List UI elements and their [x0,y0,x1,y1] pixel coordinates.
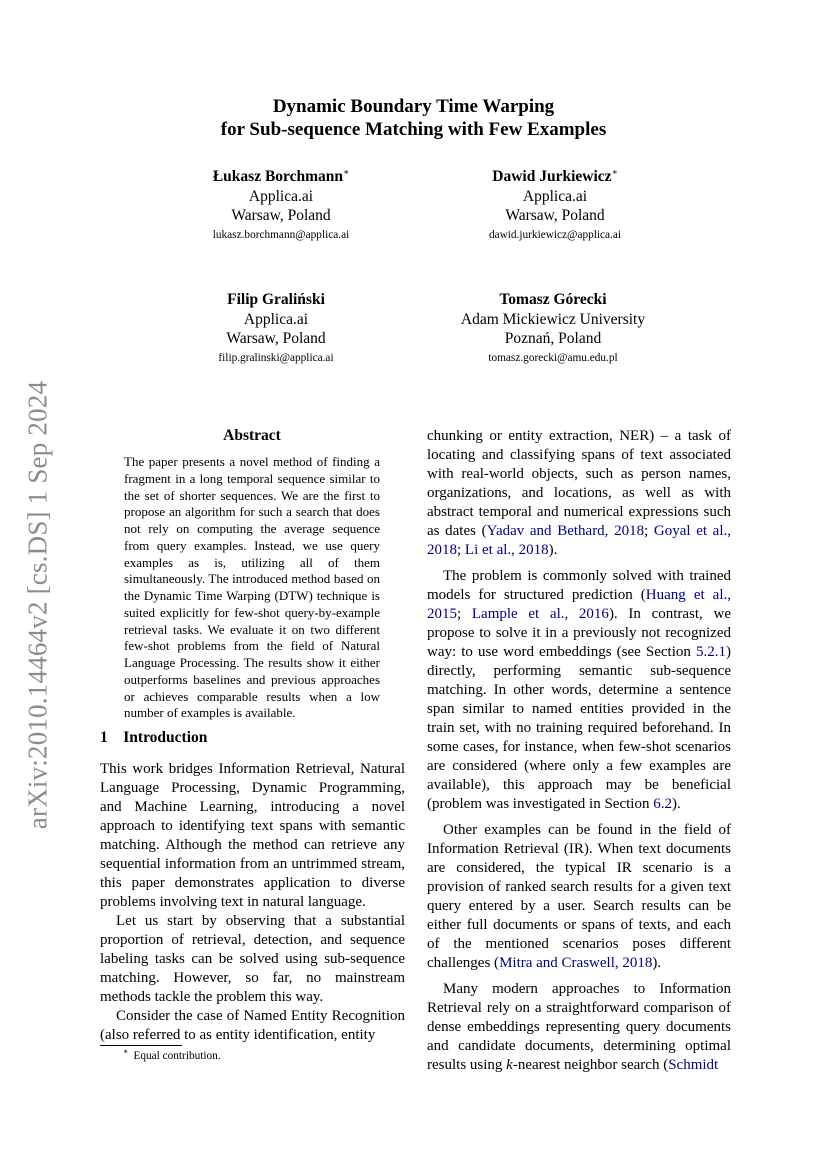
section-number: 1 [100,729,108,746]
arxiv-stamp: arXiv:2010.14464v2 [cs.DS] 1 Sep 2024 [22,380,53,830]
author-location: Warsaw, Poland [226,330,326,347]
paragraph: Consider the case of Named Entity Recognition (also referred to as entity identification, entity [100,1008,405,1043]
paragraph: Other examples can be found in the field of Information Retrieval (IR). When text documents are considered, the typical IR scenario is a provision of ranked search results for a given text query entered by a user. Search results can be either full documents or spans of texts, and each of the mentioned scenarios poses different challenges (Mitra and Craswell, 2018). [427,822,731,971]
title-line-1: Dynamic Boundary Time Warping [272,96,555,117]
section-ref-link[interactable]: 5.2.1 [696,644,726,660]
citation-link[interactable]: Yadav and Bethard, 2018 [486,523,645,539]
paragraph: This work bridges Information Retrieval, Natural Language Processing, Dynamic Programming, and Machine Learning, introducing a novel approach to identifying text spans with semantic matching. Although the method can retrieve any sequential information from an untrimmed stream, this paper demonstrates application to diverse problems involving text in natural language. [100,761,405,910]
footnote-text: Equal contribution. [133,1049,221,1062]
author-email: lukasz.borchmann@applica.ai [212,228,350,241]
paragraph: chunking or entity extraction, NER) – a task of locating and classifying spans of text associated with real-world objects, such as person names, organizations, and locations, as well as with abstract temporal and numerical expressions such as dates (Yadav and Bethard, 2018; Goyal et al., 2018; Li et al., 2018). [427,428,732,558]
math-variable: k [506,1057,513,1073]
abstract-text: The paper presents a novel method of finding a fragment in a long temporal sequence similar to the set of shorter sequences. We are the first to propose an algorithm for such a search that does not rely on computing the average sequence from query examples. Instead, we use query examples as is, utilizing all of them simultaneously. The introduced method based on the Dynamic Time Warping (DTW) technique is suited explicitly for few-shot query-by-example retrieval tasks. We evaluate it on two different few-shot problems from the field of Natural Language Processing. The results show it either outperforms baselines and previous approaches or achieves comparable results when a low number of examples is available. [124,454,380,721]
citation-link[interactable]: Li et al., 2018 [464,542,549,558]
citation-link[interactable]: Schmidt [668,1057,719,1073]
section-heading [100,729,207,747]
author-block [151,163,411,245]
citation-link[interactable]: Huang et al., 2015 [427,587,732,622]
footnote-rule [100,1045,182,1046]
citation-link[interactable]: Mitra and Craswell, 2018 [499,955,653,971]
title-line-2: for Sub-sequence Matching with Few Examples [220,119,607,140]
author-email: dawid.jurkiewicz@applica.ai [488,228,622,241]
author-affiliation: Adam Mickiewicz University [460,310,646,328]
paper-title [0,95,827,141]
paragraph: Many modern approaches to Information Retrieval rely on a straightforward comparison of dense embeddings representing query documents and candidate documents, determining optimal results using k-nearest neighbor search (Schmidt [427,981,731,1073]
author-affiliation: Applica.ai [248,187,314,205]
footnote-mark: ∗ [123,1047,129,1056]
citation-link[interactable]: Goyal et al., 2018 [427,523,732,558]
author-location: Warsaw, Poland [231,207,331,225]
author-email: tomasz.gorecki@amu.edu.pl [488,351,618,364]
author-email: filip.gralinski@applica.ai [218,351,334,364]
author-name: Dawid Jurkiewicz∗ [492,167,618,186]
author-location: Poznań, Poland [504,330,602,347]
abstract-heading: Abstract [223,427,281,444]
paragraph: Let us start by observing that a substantial proportion of retrieval, detection, and sequence labeling tasks can be solved using sub-sequence matching. However, so far, no mainstream methods tackle the problem this way. [100,913,405,1005]
author-mark: ∗ [343,167,350,177]
author-name: Filip Graliński [227,291,325,308]
author-affiliation: Applica.ai [243,310,309,328]
left-column [100,760,405,1045]
author-block [425,163,685,245]
author-affiliation: Applica.ai [522,187,588,205]
right-column [427,427,731,1075]
section-ref-link[interactable]: 6.2 [653,796,672,812]
author-name: Tomasz Górecki [499,291,607,308]
author-name: Łukasz Borchmann∗ [212,167,350,186]
author-mark: ∗ [611,167,618,177]
section-title: Introduction [123,729,208,746]
citation-link[interactable]: Lample et al., 2016 [471,606,609,622]
footnote [123,1047,221,1062]
author-location: Warsaw, Poland [505,207,605,225]
author-block [146,290,406,368]
paragraph: The problem is commonly solved with trained models for structured prediction (Huang et al., 2015; Lample et al., 2016). In contrast, we propose to solve it in a previously not recognized way: to use word embeddings (see Section 5.2.1) directly, performing semantic sub-sequence matching. In other words, determine a sentence span similar to named entities provided in the train set, with no training required beforehand. In some cases, for instance, when few-shot scenarios are considered (where only a few examples are available), this approach may be beneficial (problem was investigated in Section 6.2). [427,568,732,812]
author-block [423,290,683,368]
